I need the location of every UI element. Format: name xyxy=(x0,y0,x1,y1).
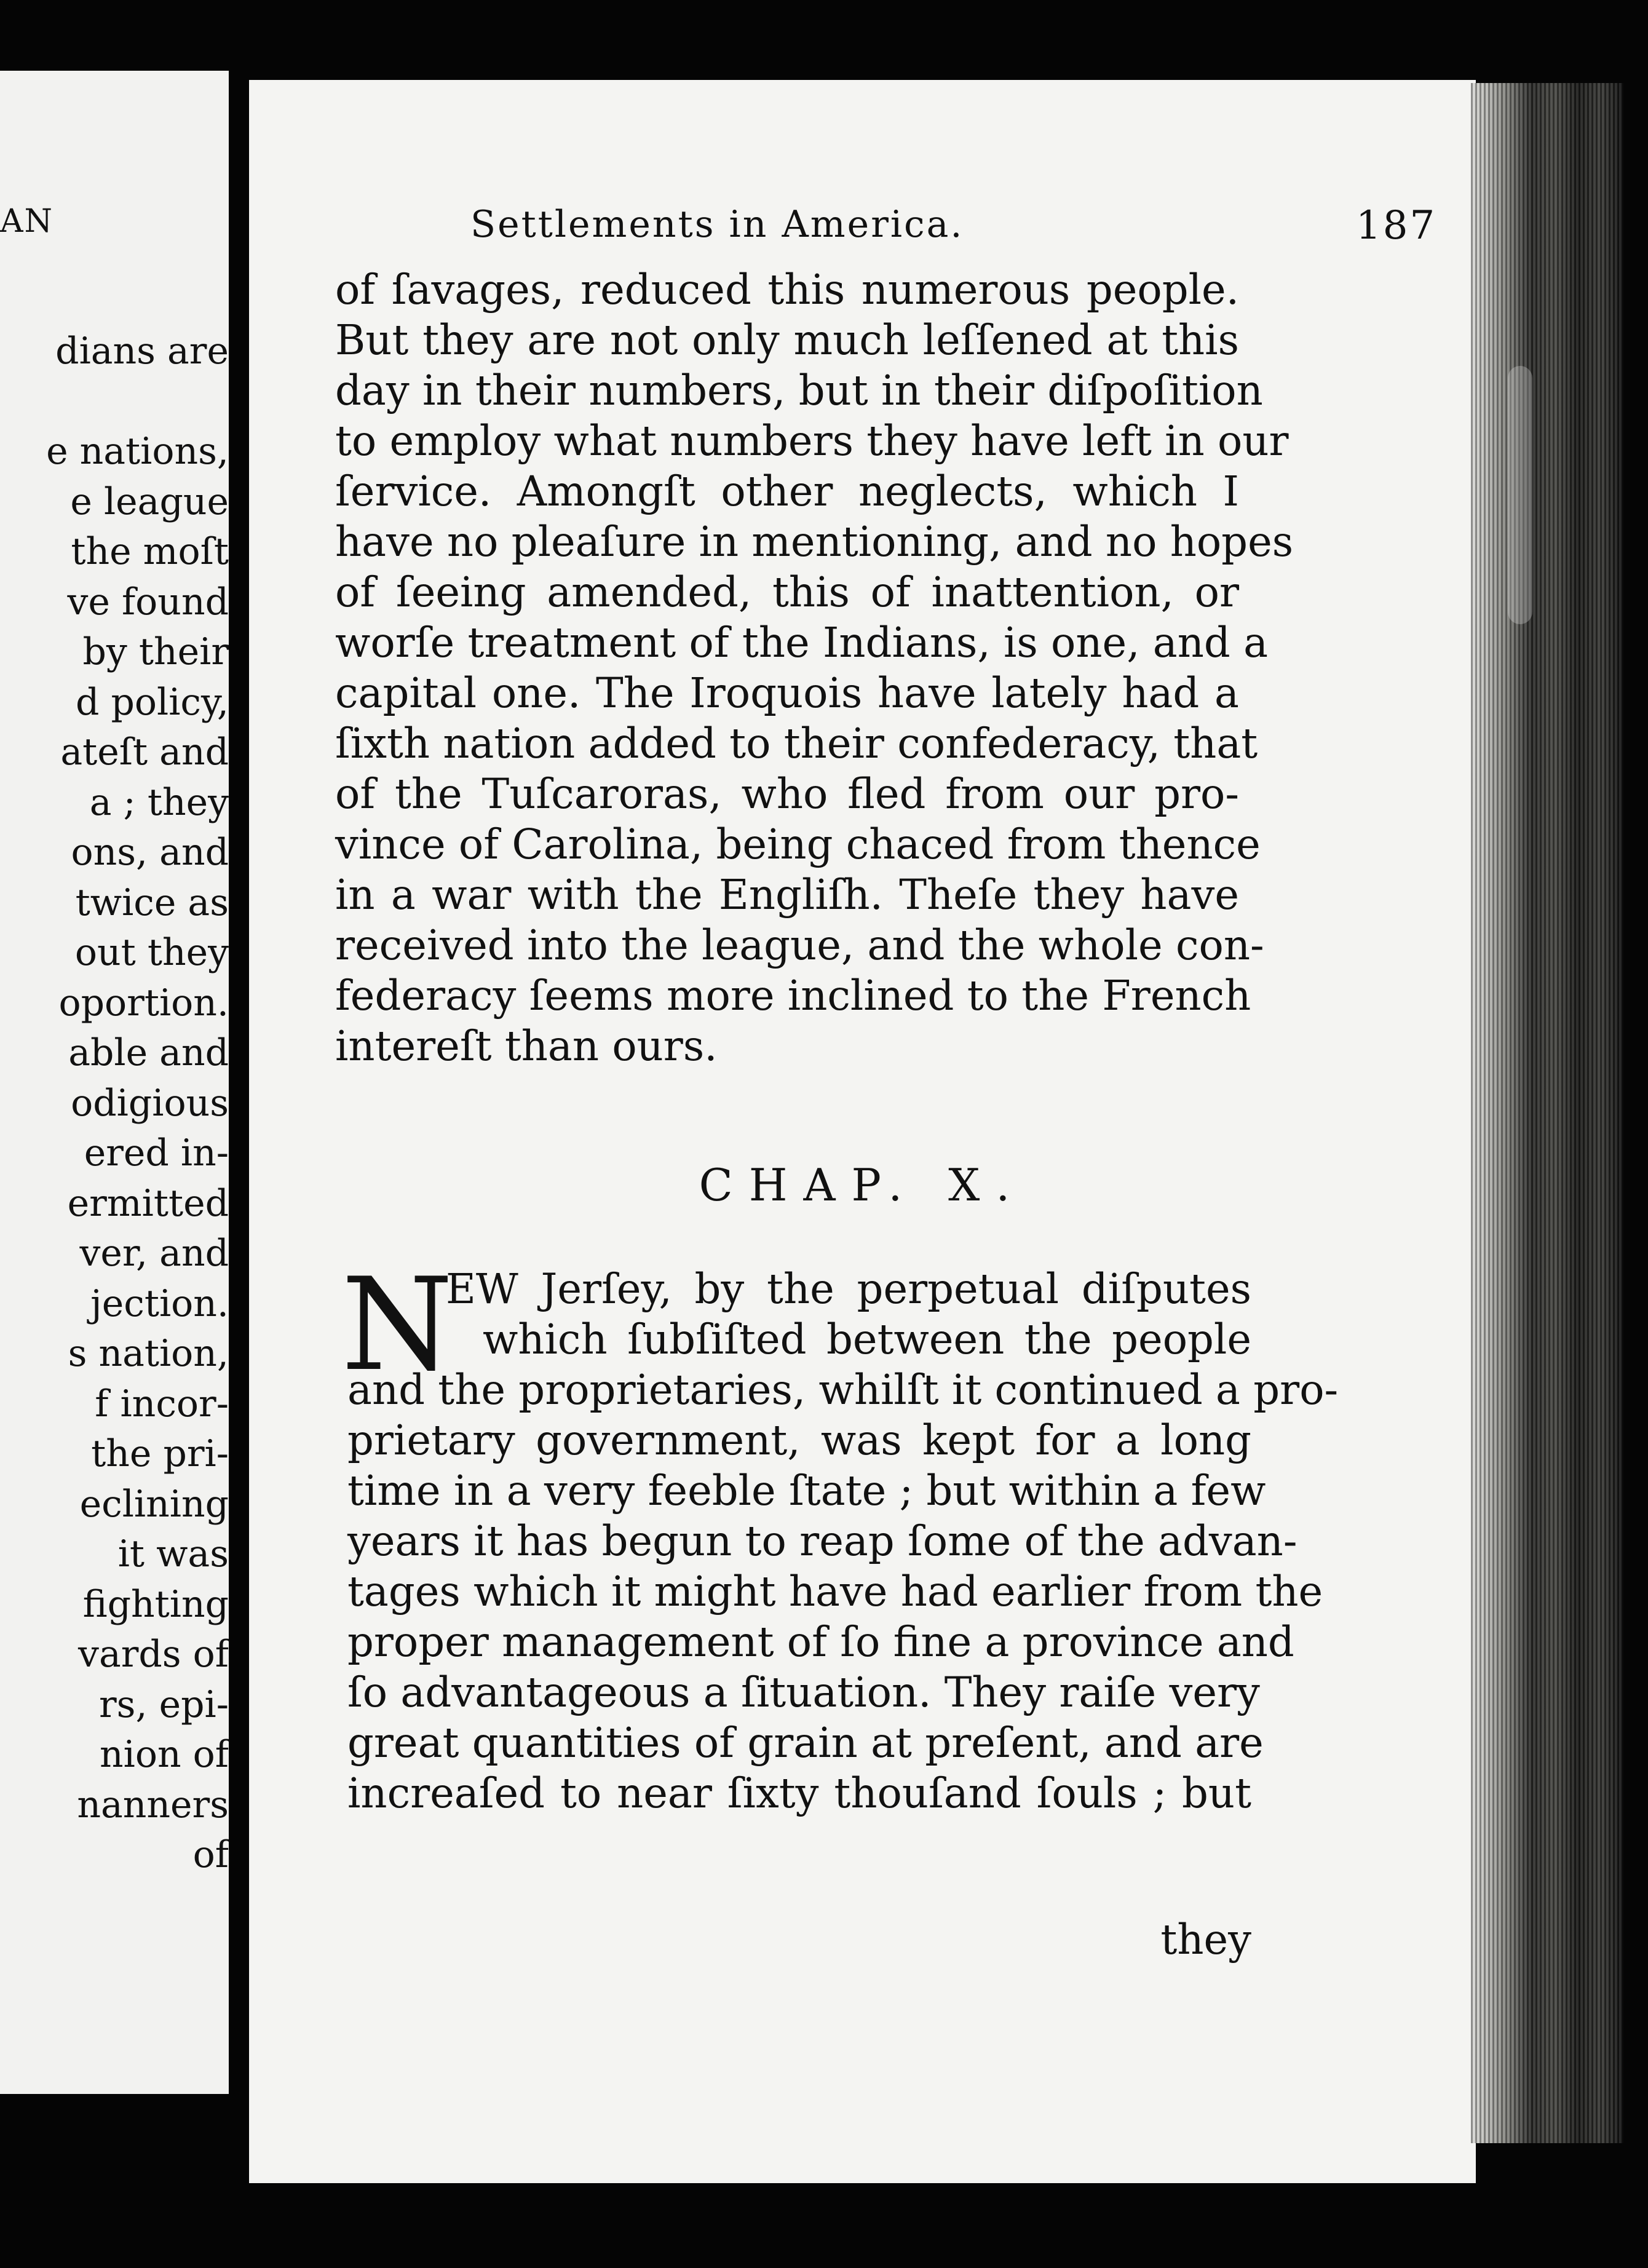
left-page-line: twice as xyxy=(75,881,229,924)
left-page-line: the moſt xyxy=(71,530,229,573)
paragraph-2-opening-line: EW Jerſey, by the perpetual diſputes xyxy=(446,1265,1251,1313)
left-page-line: dians are xyxy=(55,330,229,373)
paragraph-2-line: ſo advantageous a ſituation. They raiſe very xyxy=(347,1668,1260,1716)
left-page-line: out they xyxy=(74,931,229,974)
left-page-line: ateſt and xyxy=(60,731,229,774)
paragraph-1-line: to employ what numbers they have left in our xyxy=(335,417,1289,465)
edge-marking xyxy=(1508,366,1532,624)
paragraph-2-line: great quantities of grain at preſent, and are xyxy=(347,1719,1264,1767)
catchword: they xyxy=(1160,1916,1251,1964)
chapter-heading: CHAP. X. xyxy=(699,1159,1026,1211)
paragraph-1-line: of ſavages, reduced this numerous people. xyxy=(335,266,1239,314)
left-page-line: fighting xyxy=(82,1582,229,1626)
left-page-line: the pri- xyxy=(91,1432,229,1475)
left-page-line: odigious xyxy=(71,1081,229,1125)
left-page-line: e league xyxy=(70,480,229,523)
paragraph-2-line: prietary government, was kept for a long xyxy=(347,1416,1251,1464)
left-page xyxy=(0,71,229,2094)
paragraph-2-line: and the proprietaries, whilſt it continued a pro- xyxy=(347,1366,1339,1414)
left-page-line: jection. xyxy=(90,1282,229,1325)
left-page-line: rs, epi- xyxy=(99,1683,229,1726)
paragraph-2-line: years it has begun to reap ſome of the advan- xyxy=(347,1517,1297,1565)
paragraph-1-line: received into the league, and the whole con- xyxy=(335,921,1264,969)
left-page-line: ons, and xyxy=(71,831,229,874)
paragraph-1-line: vince of Carolina, being chaced from thence xyxy=(335,820,1261,868)
paragraph-2-line: proper management of ſo fine a province and xyxy=(347,1618,1294,1666)
page-edge-texture xyxy=(1471,83,1623,2143)
left-page-line: ered in- xyxy=(84,1132,229,1175)
left-page-line: s nation, xyxy=(68,1332,229,1375)
paragraph-1-line: have no pleaſure in mentioning, and no hopes xyxy=(335,518,1294,566)
left-page-line: nanners xyxy=(77,1783,229,1826)
left-running-head-fragment: AN xyxy=(0,203,54,240)
left-page-line: of xyxy=(192,1833,229,1876)
paragraph-1-line: But they are not only much leſſened at this xyxy=(335,316,1239,364)
paragraph-1-line: ſervice. Amongſt other neglects, which I xyxy=(335,467,1239,515)
left-page-line: d policy, xyxy=(76,680,229,724)
left-page-line: by their xyxy=(82,630,229,673)
paragraph-1-line: federacy ſeems more inclined to the French xyxy=(335,972,1251,1020)
left-page-line: ermitted xyxy=(67,1181,229,1225)
paragraph-1-line: of ſeeing amended, this of inattention, or xyxy=(335,568,1239,616)
paragraph-2-line: time in a very feeble ſtate ; but within a few xyxy=(347,1467,1266,1515)
left-page-line: vards of xyxy=(78,1633,229,1676)
paragraph-2-line: tages which it might have had earlier from the xyxy=(347,1568,1323,1616)
paragraph-1-line: ſixth nation added to their confederacy, that xyxy=(335,720,1258,767)
drop-cap: N xyxy=(341,1251,453,1400)
left-page-line: it was xyxy=(117,1532,229,1576)
page-number: 187 xyxy=(1356,203,1437,248)
paragraph-1-line: of the Tuſcaroras, who fled from our pro- xyxy=(335,770,1239,818)
paragraph-1-line: intereſt than ours. xyxy=(335,1022,718,1070)
left-page-line: ve found xyxy=(67,580,229,624)
left-page-line: e nations, xyxy=(46,430,229,473)
left-page-line: f incor- xyxy=(95,1382,229,1425)
left-page-line: a ; they xyxy=(89,780,229,824)
paragraph-1-line: in a war with the Engliſh. Theſe they have xyxy=(335,871,1239,919)
running-title: Settlements in America. xyxy=(470,203,964,246)
paragraph-1-line: capital one. The Iroquois have lately had a xyxy=(335,669,1239,717)
left-page-line: ver, and xyxy=(79,1232,229,1275)
left-page-line: able and xyxy=(68,1031,229,1074)
left-page-line: eclining xyxy=(79,1482,229,1526)
paragraph-2-line: increaſed to near ſixty thouſand ſouls ; but xyxy=(347,1769,1251,1817)
paragraph-2-opening-line: which ſubſiſted between the people xyxy=(483,1315,1251,1363)
paragraph-1-line: worſe treatment of the Indians, is one, and a xyxy=(335,619,1269,667)
left-page-line: oportion. xyxy=(58,981,229,1025)
book-page-edges xyxy=(1471,83,1623,2143)
left-page-line: nion of xyxy=(100,1733,229,1776)
paragraph-1-line: day in their numbers, but in their diſpoſition xyxy=(335,367,1263,414)
right-page xyxy=(249,80,1476,2183)
